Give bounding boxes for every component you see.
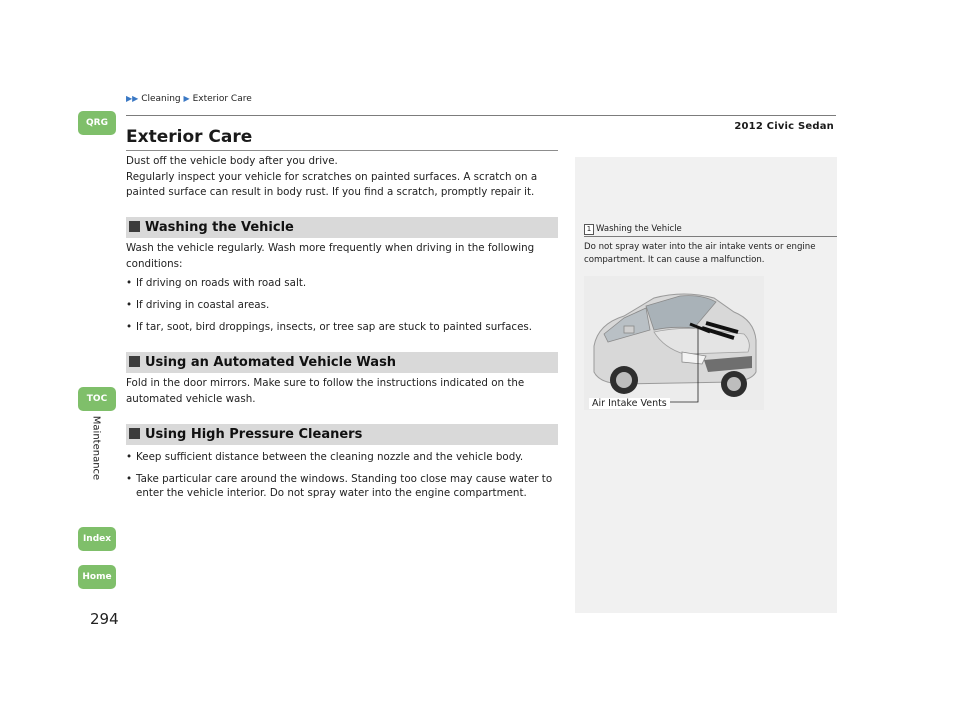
washing-bullet-list (126, 276, 558, 342)
section-washing-heading: Washing the Vehicle (126, 217, 558, 238)
home-tab[interactable]: Home (78, 565, 116, 589)
bullet-icon: • (126, 277, 133, 289)
breadcrumb (126, 94, 252, 104)
bullet-icon: • (126, 473, 133, 485)
washing-text: Wash the vehicle regularly. Wash more frequently when driving in the following conditions: (126, 242, 535, 270)
list-item: • If driving on roads with road salt. (126, 277, 307, 289)
section-square-icon (129, 356, 140, 367)
header-divider (126, 115, 836, 116)
section-square-icon (129, 428, 140, 439)
list-item: • Take particular care around the windows. Standing too close may cause water to enter the vehicle interior. Do not spray water into the engine compartment. (126, 473, 553, 499)
car-illustration-icon (584, 276, 764, 410)
list-item: • Keep sufficient distance between the cleaning nozzle and the vehicle body. (126, 451, 524, 463)
air-intake-vents-label: Air Intake Vents (589, 398, 670, 409)
breadcrumb-current: Exterior Care (192, 94, 252, 104)
note-heading: 1 Washing the Vehicle (584, 224, 682, 235)
page-number: 294 (90, 610, 119, 628)
car-image (584, 276, 764, 410)
section-square-icon (129, 221, 140, 232)
model-name: 2012 Civic Sedan (734, 121, 834, 132)
intro-line-1: Dust off the vehicle body after you drive. (126, 155, 338, 167)
intro-line-2: Regularly inspect your vehicle for scratches on painted surfaces. A scratch on a painted surface can result in body rust. If you find a scratch, promptly repair it. (126, 170, 538, 198)
toc-tab[interactable]: TOC (78, 387, 116, 411)
index-tab[interactable]: Index (78, 527, 116, 551)
section-pressure-heading: Using High Pressure Cleaners (126, 424, 558, 445)
breadcrumb-separator-icon: ▶ (183, 94, 190, 103)
chapter-label: Maintenance (90, 415, 102, 481)
pressure-bullet-list (126, 450, 558, 508)
bullet-icon: • (126, 321, 133, 333)
list-item: • If tar, soot, bird droppings, insects, or tree sap are stuck to painted surfaces. (126, 321, 533, 333)
qrg-tab[interactable]: QRG (78, 111, 116, 135)
section-automated-heading: Using an Automated Vehicle Wash (126, 352, 558, 373)
bullet-icon: • (126, 451, 133, 463)
title-divider (126, 150, 558, 151)
note-divider (584, 236, 837, 237)
intro-text (126, 154, 556, 201)
automated-text: Fold in the door mirrors. Make sure to follow the instructions indicated on the automated vehicle wash. (126, 377, 525, 405)
bullet-icon: • (126, 299, 133, 311)
page-title: Exterior Care (126, 127, 253, 147)
breadcrumb-arrow-icon: ▶▶ (126, 94, 139, 103)
breadcrumb-cleaning-link[interactable]: Cleaning (141, 94, 181, 104)
note-text: Do not spray water into the air intake vents or engine compartment. It can cause a malfunction. (584, 242, 816, 265)
list-item: • If driving in coastal areas. (126, 299, 270, 311)
note-number: 1 (584, 224, 594, 235)
